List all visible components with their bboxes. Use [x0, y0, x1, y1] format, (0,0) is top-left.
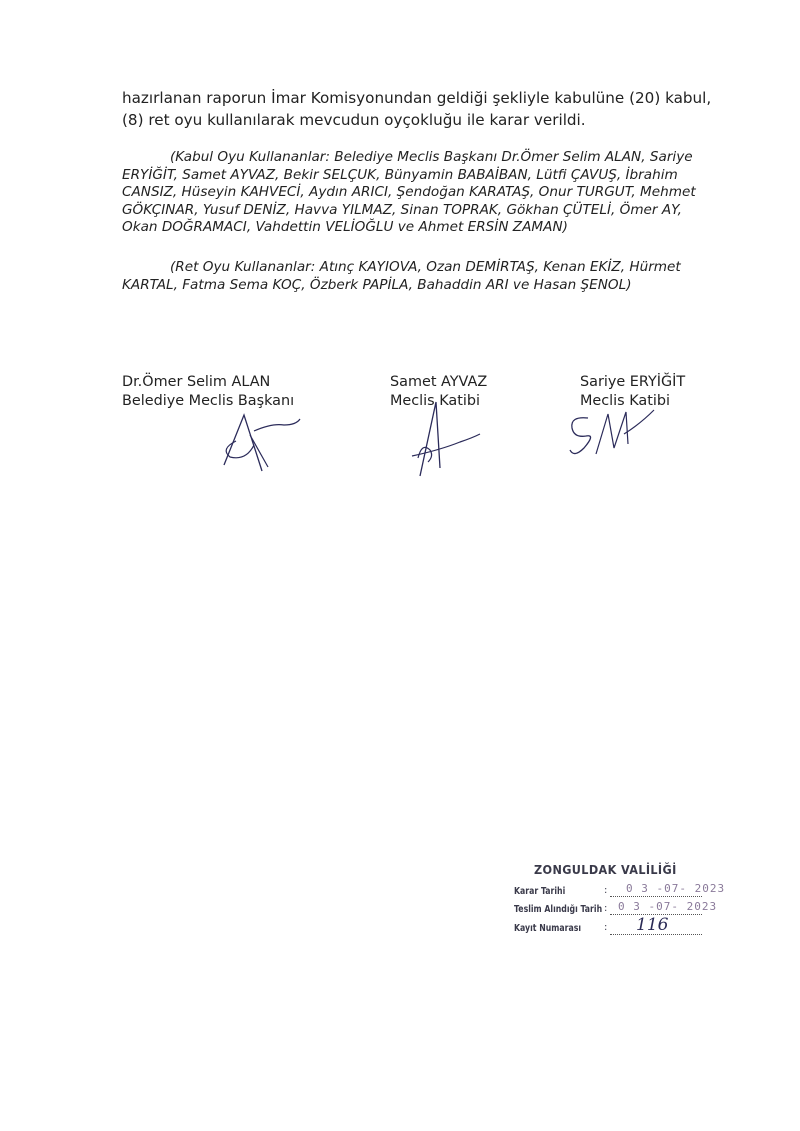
stamp-record-number-label: Kayıt Numarası — [514, 923, 582, 934]
clerk-1-signature — [400, 398, 490, 483]
stamp-record-number-value: 116 — [636, 915, 669, 935]
accept-votes-line: CANSIZ, Hüseyin KAHVECİ, Aydın ARICI, Şendoğan KARATAŞ, Onur TURGUT, Mehmet — [122, 184, 696, 201]
stamp-colon: : — [604, 903, 608, 914]
decision-paragraph — [122, 87, 770, 131]
registry-stamp — [508, 862, 726, 942]
signatory-title: Meclis Katibi — [580, 393, 671, 409]
accept-votes-list — [122, 149, 770, 237]
accept-votes-line: (Kabul Oyu Kullananlar: Belediye Meclis Başkanı Dr.Ömer Selim ALAN, Sariye — [170, 149, 693, 165]
clerk-2-signature — [562, 404, 662, 464]
paragraph-line: hazırlanan raporun İmar Komisyonundan geldiği şekliyle kabulüne (20) kabul, — [122, 89, 712, 107]
stamp-colon: : — [604, 885, 608, 896]
reject-votes-line: (Ret Oyu Kullananlar: Atınç KAYIOVA, Ozan DEMİRTAŞ, Kenan EKİZ, Hürmet — [170, 259, 681, 275]
reject-votes-line: KARTAL, Fatma Sema KOÇ, Özberk PAPİLA, Bahaddin ARI ve Hasan ŞENOL) — [122, 276, 632, 293]
signatory-name: Samet AYVAZ — [390, 374, 488, 390]
signatory-title: Belediye Meclis Başkanı — [122, 393, 295, 409]
stamp-received-date-label: Teslim Alındığı Tarih — [514, 904, 603, 915]
paragraph-line: (8) ret oyu kullanılarak mevcudun oyçokluğu ile karar verildi. — [122, 111, 586, 129]
stamp-colon: : — [604, 922, 608, 933]
accept-votes-line: ERYİĞİT, Samet AYVAZ, Bekir SELÇUK, Bünyamin BABAİBAN, Lütfi ÇAVUŞ, İbrahim — [122, 166, 678, 183]
reject-votes-list — [122, 259, 770, 294]
stamp-decision-date-label: Karar Tarihi — [514, 886, 566, 897]
stamp-received-date-value: 0 3 -07- 2023 — [618, 900, 718, 913]
signatory-name: Dr.Ömer Selim ALAN — [122, 374, 271, 390]
signatory-title: Meclis Katibi — [390, 393, 481, 409]
chairman-signature — [210, 405, 310, 475]
accept-votes-line: Okan DOĞRAMACI, Vahdettin VELİOĞLU ve Ahmet ERSİN ZAMAN) — [122, 219, 568, 236]
accept-votes-line: GÖKÇINAR, Yusuf DENİZ, Havva YILMAZ, Sinan TOPRAK, Gökhan ÇÜTELİ, Ömer AY, — [122, 201, 683, 218]
stamp-decision-date-value: 0 3 -07- 2023 — [626, 882, 726, 895]
signatory-name: Sariye ERYİĞİT — [580, 374, 686, 390]
stamp-title: ZONGULDAK VALİLİĞİ — [534, 862, 677, 877]
